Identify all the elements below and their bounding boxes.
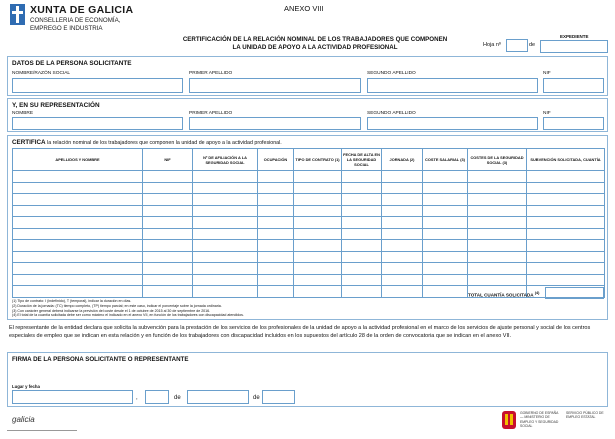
table-cell[interactable] xyxy=(258,251,294,263)
table-cell[interactable] xyxy=(193,205,258,217)
table-cell[interactable] xyxy=(258,263,294,275)
table-cell[interactable] xyxy=(468,240,527,252)
declaration-text: El representante de la entidad declara que solicita la subvención para la prestación de los servicios de los profesionales de la unidad de apoyo a la actividad profesional en el marco de los servicios de ajuste personal y social de los centros especiales de empleo que se indican en esta relación y en función de los trabajadores con discapacidad incluidos en los supuestos del artículo 28 de la orden de convocatoria que se indican en el anexo VII. xyxy=(9,325,591,339)
table-cell[interactable] xyxy=(143,171,193,183)
table-cell[interactable] xyxy=(13,274,143,286)
hoja-number-field[interactable] xyxy=(506,39,528,52)
table-cell[interactable] xyxy=(294,205,342,217)
table-cell[interactable] xyxy=(382,240,423,252)
table-cell[interactable] xyxy=(143,251,193,263)
field-label: NIF xyxy=(543,71,551,76)
table-cell[interactable] xyxy=(423,205,468,217)
applicant-first-surname-field[interactable] xyxy=(189,78,361,93)
table-cell[interactable] xyxy=(342,194,382,206)
table-cell[interactable] xyxy=(258,171,294,183)
rep-first-surname-field[interactable] xyxy=(189,117,361,130)
table-cell[interactable] xyxy=(423,228,468,240)
column-header: TIPO DE CONTRATO (1) xyxy=(294,149,342,171)
applicant-section xyxy=(7,56,608,96)
table-cell[interactable] xyxy=(193,171,258,183)
applicant-name-field[interactable] xyxy=(12,78,183,93)
table-cell[interactable] xyxy=(527,263,605,275)
table-cell[interactable] xyxy=(342,251,382,263)
table-cell[interactable] xyxy=(13,286,143,298)
table-cell[interactable] xyxy=(13,205,143,217)
table-cell[interactable] xyxy=(527,228,605,240)
field-label: PRIMER APELLIDO xyxy=(189,111,233,116)
section-title: FIRMA DE LA PERSONA SOLICITANTE O REPRESENTANTE xyxy=(12,356,189,363)
table-row xyxy=(13,194,605,206)
table-cell[interactable] xyxy=(468,263,527,275)
table-row xyxy=(13,251,605,263)
table-cell[interactable] xyxy=(342,171,382,183)
table-row xyxy=(13,228,605,240)
table-cell[interactable] xyxy=(423,171,468,183)
table-row xyxy=(13,205,605,217)
footer-divider xyxy=(7,430,77,431)
representative-section xyxy=(7,98,608,132)
table-cell[interactable] xyxy=(382,228,423,240)
hoja-label: Hoja nº xyxy=(483,42,501,48)
table-cell[interactable] xyxy=(527,194,605,206)
table-cell[interactable] xyxy=(468,182,527,194)
table-cell[interactable] xyxy=(382,263,423,275)
section-title: Y, EN SU REPRESENTACIÓN xyxy=(12,102,100,109)
table-row xyxy=(13,182,605,194)
field-label: NOMBRE xyxy=(12,111,34,116)
table-cell[interactable] xyxy=(342,228,382,240)
table-cell[interactable] xyxy=(193,274,258,286)
table-cell[interactable] xyxy=(143,263,193,275)
table-row xyxy=(13,263,605,275)
org-name: XUNTA DE GALICIA xyxy=(30,4,134,16)
table-cell[interactable] xyxy=(527,205,605,217)
table-cell[interactable] xyxy=(294,240,342,252)
total-label: TOTAL CUANTÍA SOLICITADA $^{(4)}$ xyxy=(468,291,540,298)
table-cell[interactable] xyxy=(294,274,342,286)
table-cell[interactable] xyxy=(294,228,342,240)
table-cell[interactable] xyxy=(468,194,527,206)
table-cell[interactable] xyxy=(143,205,193,217)
column-header: COSTES DE LA SEGURIDAD SOCIAL (3) xyxy=(468,149,527,171)
table-cell[interactable] xyxy=(258,286,294,298)
table-cell[interactable] xyxy=(382,286,423,298)
column-header: Nº DE AFILIACIÓN A LA SEGURIDAD SOCIAL xyxy=(193,149,258,171)
table-cell[interactable] xyxy=(382,182,423,194)
document-title: CERTIFICACIÓN DE LA RELACIÓN NOMINAL DE LOS TRABAJADORES QUE COMPONEN LA UNIDAD DE APOYO A LA ACTIVIDAD PROFESIONAL xyxy=(182,36,448,51)
column-header: APELLIDOS Y NOMBRE xyxy=(13,149,143,171)
table-header-row xyxy=(13,149,605,171)
total-amount-field[interactable] xyxy=(545,287,604,299)
section-title: DATOS DE LA PERSONA SOLICITANTE xyxy=(12,60,132,67)
table-cell[interactable] xyxy=(342,263,382,275)
table-cell[interactable] xyxy=(468,251,527,263)
field-label: SEGUNDO APELLIDO xyxy=(367,71,416,76)
table-cell[interactable] xyxy=(193,228,258,240)
de-separator: de xyxy=(253,395,260,401)
rep-name-field[interactable] xyxy=(12,117,183,130)
table-cell[interactable] xyxy=(143,217,193,229)
table-cell[interactable] xyxy=(193,286,258,298)
table-cell[interactable] xyxy=(342,286,382,298)
table-cell[interactable] xyxy=(294,217,342,229)
table-cell[interactable] xyxy=(423,286,468,298)
galicia-logo: galicia xyxy=(12,415,35,424)
table-cell[interactable] xyxy=(382,171,423,183)
table-cell[interactable] xyxy=(258,182,294,194)
column-header: JORNADA (2) xyxy=(382,149,423,171)
table-cell[interactable] xyxy=(258,217,294,229)
certification-section xyxy=(7,135,608,320)
table-cell[interactable] xyxy=(468,217,527,229)
table-cell[interactable] xyxy=(193,263,258,275)
table-cell[interactable] xyxy=(468,228,527,240)
table-cell[interactable] xyxy=(382,217,423,229)
certifica-statement: CERTIFICA la relación nominal de los trabajadores que componen la unidad de apoyo a la actividad profesional. xyxy=(12,139,282,146)
table-cell[interactable] xyxy=(193,217,258,229)
department-name: CONSELLERIA DE ECONOMÍA, EMPREGO E INDUSTRIA xyxy=(30,17,121,32)
table-cell[interactable] xyxy=(13,171,143,183)
table-cell[interactable] xyxy=(258,194,294,206)
table-cell[interactable] xyxy=(294,286,342,298)
table-cell[interactable] xyxy=(193,194,258,206)
table-cell[interactable] xyxy=(423,240,468,252)
table-cell[interactable] xyxy=(143,286,193,298)
table-cell[interactable] xyxy=(258,274,294,286)
table-cell[interactable] xyxy=(342,205,382,217)
place-date-label: Lugar y fecha xyxy=(12,384,40,389)
table-cell[interactable] xyxy=(468,274,527,286)
table-cell[interactable] xyxy=(382,274,423,286)
table-cell[interactable] xyxy=(423,251,468,263)
table-cell[interactable] xyxy=(143,182,193,194)
applicant-second-surname-field[interactable] xyxy=(367,78,538,93)
place-field[interactable] xyxy=(12,390,133,404)
table-cell[interactable] xyxy=(342,240,382,252)
table-cell[interactable] xyxy=(13,263,143,275)
table-cell[interactable] xyxy=(193,240,258,252)
table-cell[interactable] xyxy=(468,171,527,183)
de-separator: de xyxy=(174,395,181,401)
sepe-logo-text: SERVICIO PÚBLICO DE EMPLEO ESTATAL xyxy=(566,411,604,420)
table-cell[interactable] xyxy=(382,205,423,217)
signature-section xyxy=(7,352,608,407)
table-cell[interactable] xyxy=(527,171,605,183)
table-cell[interactable] xyxy=(13,228,143,240)
column-header: SUBVENCIÓN SOLICITADA, CUANTÍA xyxy=(527,149,605,171)
ministry-logo-text: GOBIERNO DE ESPAÑA — MINISTERIO DE EMPLEO Y SEGURIDAD SOCIAL xyxy=(520,411,559,428)
table-cell[interactable] xyxy=(13,240,143,252)
field-label: SEGUNDO APELLIDO xyxy=(367,111,416,116)
table-cell[interactable] xyxy=(193,251,258,263)
table-cell[interactable] xyxy=(143,194,193,206)
field-label: NOMBRE/RAZÓN SOCIAL xyxy=(12,71,71,76)
table-cell[interactable] xyxy=(468,205,527,217)
table-cell[interactable] xyxy=(294,171,342,183)
field-label: PRIMER APELLIDO xyxy=(189,71,233,76)
column-header: OCUPACIÓN xyxy=(258,149,294,171)
xunta-cross-icon xyxy=(10,4,25,25)
table-cell[interactable] xyxy=(13,251,143,263)
expediente-label: EXPEDIENTE xyxy=(560,34,589,39)
table-cell[interactable] xyxy=(423,263,468,275)
table-cell[interactable] xyxy=(527,217,605,229)
de-label: de xyxy=(529,42,536,48)
day-field[interactable] xyxy=(145,390,169,404)
table-row xyxy=(13,240,605,252)
table-cell[interactable] xyxy=(294,251,342,263)
footnotes: (1) Tipo de contrato: I (indefinido), T (temporal), indicar la duración en días. (2) Duración de la jornada: (TC) tiempo completo, (TP) tiempo parcial; en este caso, indicar el porcentaje sobre la jornada ordinaria. (3) Con carácter general deberá indicarse la previsión del coste desde el 1 de octubre de 2015 al 30 de septiembre de 2016. (4) El total de la cuantía solicitada debe ser como máximo el indicado en el anexo VII, en función de los trabajadores con discapacidad atendidos. xyxy=(12,299,244,318)
table-row xyxy=(13,274,605,286)
table-cell[interactable] xyxy=(258,240,294,252)
table-cell[interactable] xyxy=(294,263,342,275)
table-cell[interactable] xyxy=(342,217,382,229)
table-cell[interactable] xyxy=(13,194,143,206)
column-header: NIF xyxy=(143,149,193,171)
table-cell[interactable] xyxy=(342,182,382,194)
spain-coat-of-arms-icon xyxy=(501,410,517,430)
table-cell[interactable] xyxy=(423,182,468,194)
table-cell[interactable] xyxy=(258,228,294,240)
table-row xyxy=(13,217,605,229)
column-header: FECHA DE ALTA EN LA SEGURIDAD SOCIAL xyxy=(342,149,382,171)
table-cell[interactable] xyxy=(193,182,258,194)
table-cell[interactable] xyxy=(527,240,605,252)
month-field[interactable] xyxy=(187,390,249,404)
table-cell[interactable] xyxy=(423,217,468,229)
table-cell[interactable] xyxy=(143,274,193,286)
table-row xyxy=(13,171,605,183)
field-label: NIF xyxy=(543,111,551,116)
rep-second-surname-field[interactable] xyxy=(367,117,538,130)
table-cell[interactable] xyxy=(423,194,468,206)
applicant-nif-field[interactable] xyxy=(543,78,604,93)
table-cell[interactable] xyxy=(13,182,143,194)
table-cell[interactable] xyxy=(294,182,342,194)
annex-label: ANEXO VIII xyxy=(284,4,324,13)
table-cell[interactable] xyxy=(527,182,605,194)
year-field[interactable] xyxy=(262,390,295,404)
column-header: COSTE SALARIAL (3) xyxy=(423,149,468,171)
table-cell[interactable] xyxy=(382,194,423,206)
table-cell[interactable] xyxy=(258,205,294,217)
table-cell[interactable] xyxy=(527,274,605,286)
expediente-field[interactable] xyxy=(540,40,608,53)
table-cell[interactable] xyxy=(527,251,605,263)
table-cell[interactable] xyxy=(143,240,193,252)
workers-table xyxy=(12,148,605,298)
table-cell[interactable] xyxy=(143,228,193,240)
table-cell[interactable] xyxy=(13,217,143,229)
table-cell[interactable] xyxy=(294,194,342,206)
table-cell[interactable] xyxy=(423,274,468,286)
rep-nif-field[interactable] xyxy=(543,117,604,130)
table-cell[interactable] xyxy=(342,274,382,286)
comma-separator: , xyxy=(136,395,138,401)
table-cell[interactable] xyxy=(382,251,423,263)
